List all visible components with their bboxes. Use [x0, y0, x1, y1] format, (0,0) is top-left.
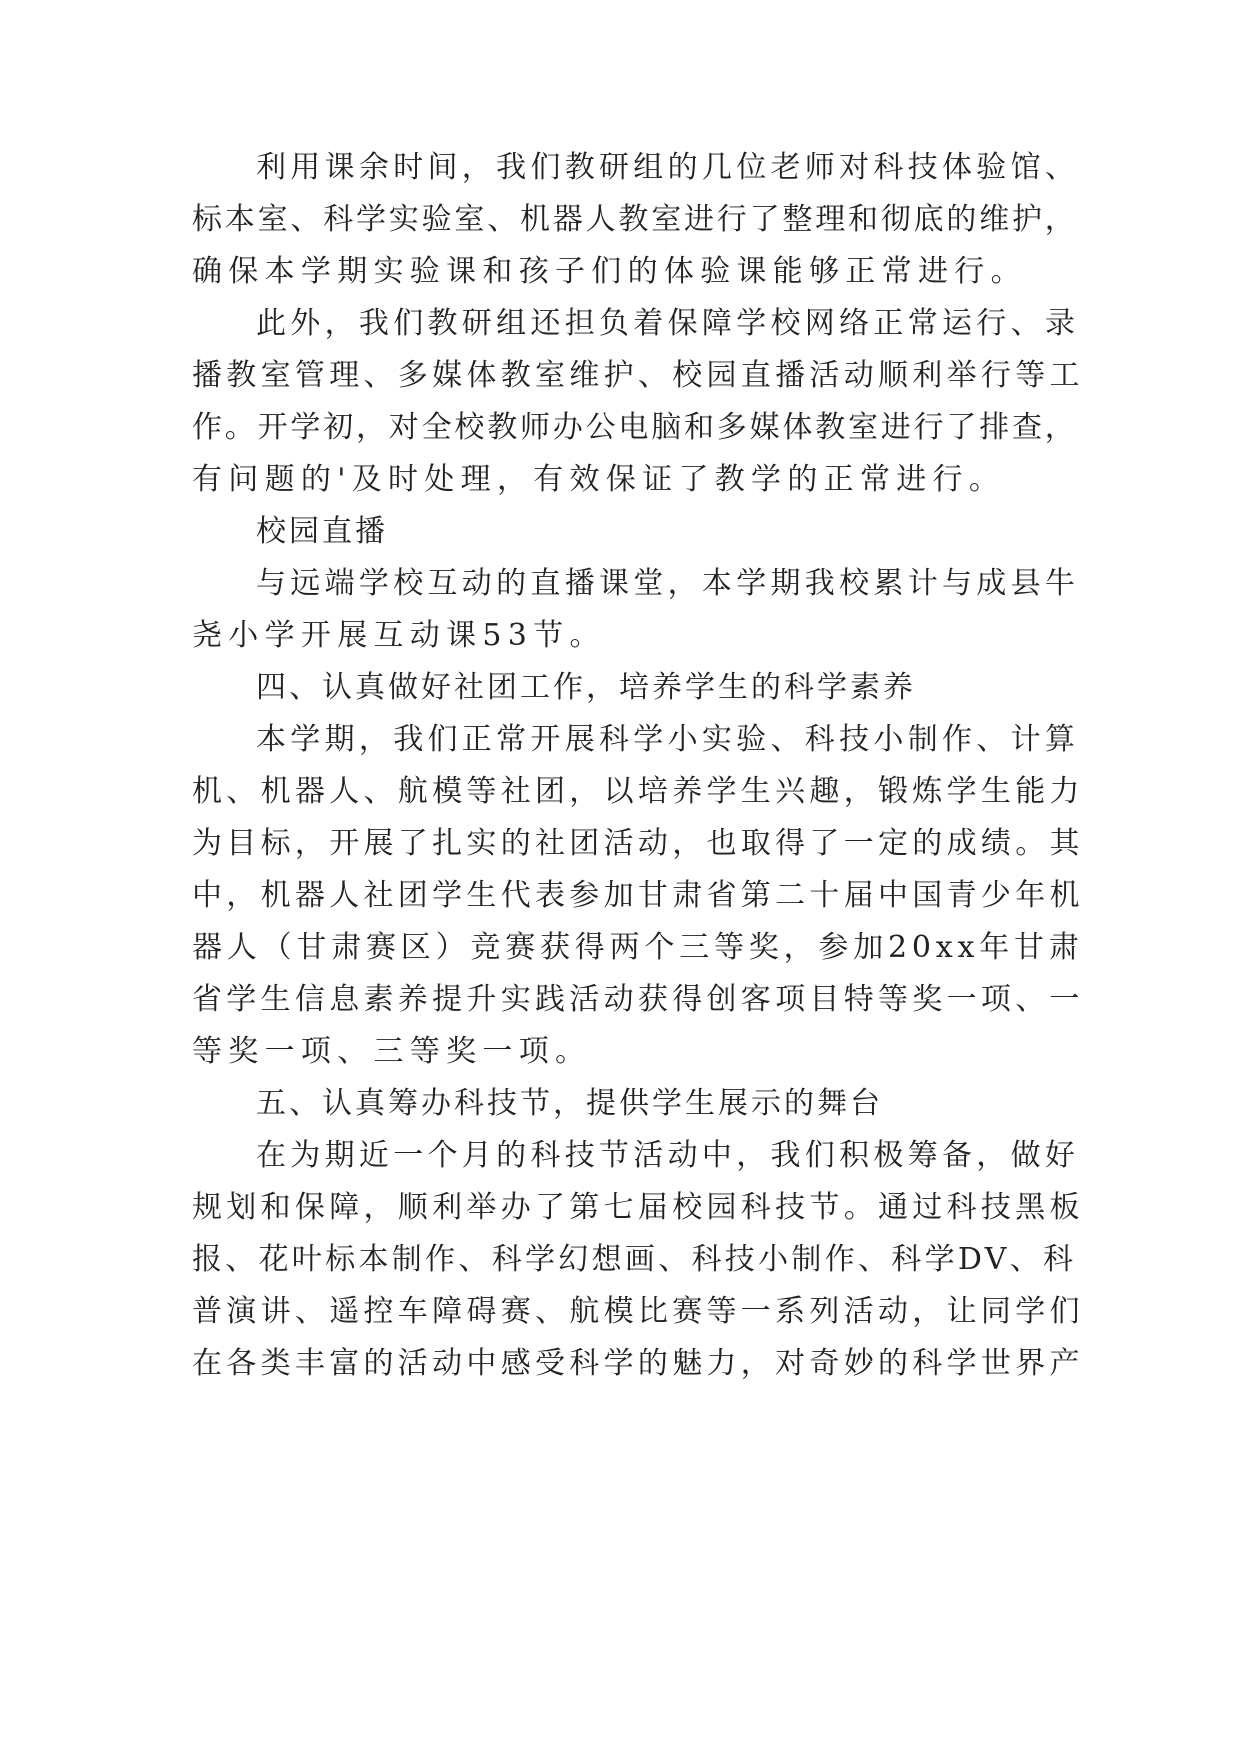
text-line: 等奖一项、三等奖一项。 [192, 1034, 592, 1069]
text-line: 规划和保障，顺利举办了第七届校园科技节。通过科技黑板 [192, 1190, 1084, 1225]
text-line: 有问题的'及时处理，有效保证了教学的正常进行。 [192, 462, 1006, 497]
text-line: 中，机器人社团学生代表参加甘肃省第二十届中国青少年机 [192, 878, 1084, 913]
text-line: 为目标，开展了扎实的社团活动，也取得了一定的成绩。其 [192, 826, 1084, 861]
section-heading: 校园直播 [256, 514, 388, 549]
text-line: 省学生信息素养提升实践活动获得创客项目特等奖一项、一 [192, 982, 1084, 1017]
text-line: 报、花叶标本制作、科学幻想画、科技小制作、科学DV、科 [192, 1242, 1077, 1277]
section-heading: 五、认真筹办科技节，提供学生展示的舞台 [256, 1086, 883, 1121]
text-line: 本学期，我们正常开展科学小实验、科技小制作、计算 [256, 722, 1080, 757]
text-line: 在为期近一个月的科技节活动中，我们积极筹备，做好 [256, 1138, 1080, 1173]
text-line: 作。开学初，对全校教师办公电脑和多媒体教室进行了排查， [192, 410, 1078, 445]
text-line: 机、机器人、航模等社团，以培养学生兴趣，锻炼学生能力 [192, 774, 1084, 809]
text-line: 标本室、科学实验室、机器人教室进行了整理和彻底的维护， [192, 202, 1078, 237]
text-line: 普演讲、遥控车障碍赛、航模比赛等一系列活动，让同学们 [192, 1294, 1084, 1329]
text-line: 尧小学开展互动课53节。 [192, 618, 606, 653]
text-line: 器人（甘肃赛区）竞赛获得两个三等奖，参加20xx年甘肃 [192, 930, 1084, 965]
text-line: 在各类丰富的活动中感受科学的魅力，对奇妙的科学世界产 [192, 1346, 1084, 1381]
text-line: 此外，我们教研组还担负着保障学校网络正常运行、录 [256, 306, 1080, 341]
text-line: 利用课余时间，我们教研组的几位老师对科技体验馆、 [256, 150, 1080, 185]
section-heading: 四、认真做好社团工作，培养学生的科学素养 [256, 670, 916, 705]
text-line: 与远端学校互动的直播课堂，本学期我校累计与成县牛 [256, 566, 1080, 601]
text-line: 确保本学期实验课和孩子们的体验课能够正常进行。 [192, 254, 1027, 289]
text-line: 播教室管理、多媒体教室维护、校园直播活动顺利举行等工 [192, 358, 1084, 393]
